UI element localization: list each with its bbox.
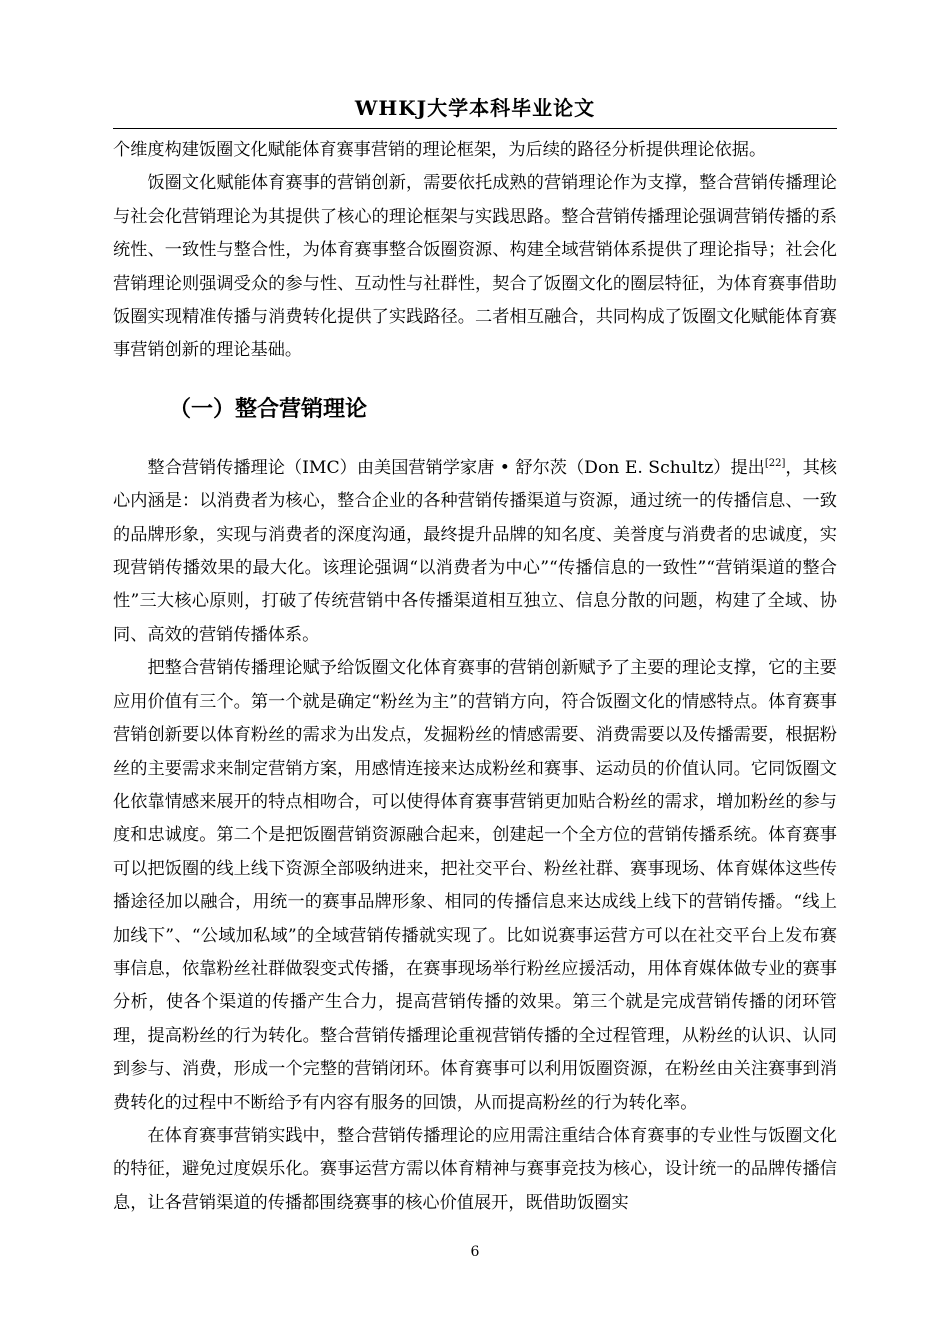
paragraph-imc-practice: 在体育赛事营销实践中，整合营销传播理论的应用需注重结合体育赛事的专业性与饭圈文化的特征，避免过度娱乐化。赛事运营方需以体育精神与赛事竞技为核心，设计统一的品牌传播信息，让各营销渠道的传播都围绕赛事的核心价值展开，既借助饭圈实	[113, 1125, 837, 1213]
paragraph-imc-definition	[113, 452, 837, 652]
paragraph-intro: 饭圈文化赋能体育赛事的营销创新，需要依托成熟的营销理论作为支撑，整合营销传播理论与社会化营销理论为其提供了核心的理论框架与实践思路。整合营销传播理论强调营销传播的系统性、一致性与整合性，为体育赛事整合饭圈资源、构建全域营销体系提供了理论指导；社会化营销理论则强调受众的参与性、互动性与社群性，契合了饭圈文化的圈层特征，为体育赛事借助饭圈实现精准传播与消费转化提供了实践路径。二者相互融合，共同构成了饭圈文化赋能体育赛事营销创新的理论基础。	[113, 173, 837, 361]
paragraph-imc-application: 把整合营销传播理论赋予给饭圈文化体育赛事的营销创新赋予了主要的理论支撑，它的主要应用价值有三个。第一个就是确定“粉丝为主”的营销方向，符合饭圈文化的情感特点。体育赛事营销创新要以体育粉丝的需求为出发点，发掘粉丝的情感需要、消费需要以及传播需要，根据粉丝的主要需求来制定营销方案，用感情连接来达成粉丝和赛事、运动员的价值认同。它同饭圈文化依靠情感来展开的特点相吻合，可以使得体育赛事营销更加贴合粉丝的需求，增加粉丝的参与度和忠诚度。第二个是把饭圈营销资源融合起来，创建起一个全方位的营销传播系统。体育赛事可以把饭圈的线上线下资源全部吸纳进来，把社交平台、粉丝社群、赛事现场、体育媒体这些传播途径加以融合，用统一的赛事品牌形象、相同的传播信息来达成线上线下的营销传播。“线上加线下”、“公域加私域”的全域营销传播就实现了。比如说赛事运营方可以在社交平台上发布赛事信息，依靠粉丝社群做裂变式传播，在赛事现场举行粉丝应援活动，用体育媒体做专业的赛事分析，使各个渠道的传播产生合力，提高营销传播的效果。第三个就是完成营销传播的闭环管理，提高粉丝的行为转化。整合营销传播理论重视营销传播的全过程管理，从粉丝的认识、认同到参与、消费，形成一个完整的营销闭环。体育赛事可以利用饭圈资源，在粉丝由关注赛事到消费转化的过程中不断给予有内容有服务的回馈，从而提高粉丝的行为转化率。	[113, 658, 837, 1113]
paragraph-text: ，其核心内涵是：以消费者为核心，整合企业的各种营销传播渠道与资源，通过统一的传播信息、一致的品牌形象，实现与消费者的深度沟通，最终提升品牌的知名度、美誉度与消费者的忠诚度，实现营销传播效果的最大化。该理论强调“以消费者为中心”“传播信息的一致性”“营销渠道的整合性”三大核心原则，打破了传统营销中各传播渠道相互独立、信息分散的问题，构建了全域、协同、高效的营销传播体系。	[113, 457, 837, 645]
section-heading: （一）整合营销理论	[169, 396, 368, 422]
paragraph-text: 整合营销传播理论（IMC）由美国营销学家唐 • 舒尔茨（Don E. Schultz）提出	[147, 457, 765, 478]
paragraph-continuation: 个维度构建饭圈文化赋能体育赛事营销的理论框架，为后续的路径分析提供理论依据。	[113, 140, 767, 160]
page-header-title: WHKJ大学本科毕业论文	[354, 96, 596, 120]
page-number: 6	[470, 1244, 480, 1260]
document-body	[113, 134, 837, 1220]
citation-ref: [22]	[764, 457, 786, 469]
header-divider	[113, 128, 837, 129]
